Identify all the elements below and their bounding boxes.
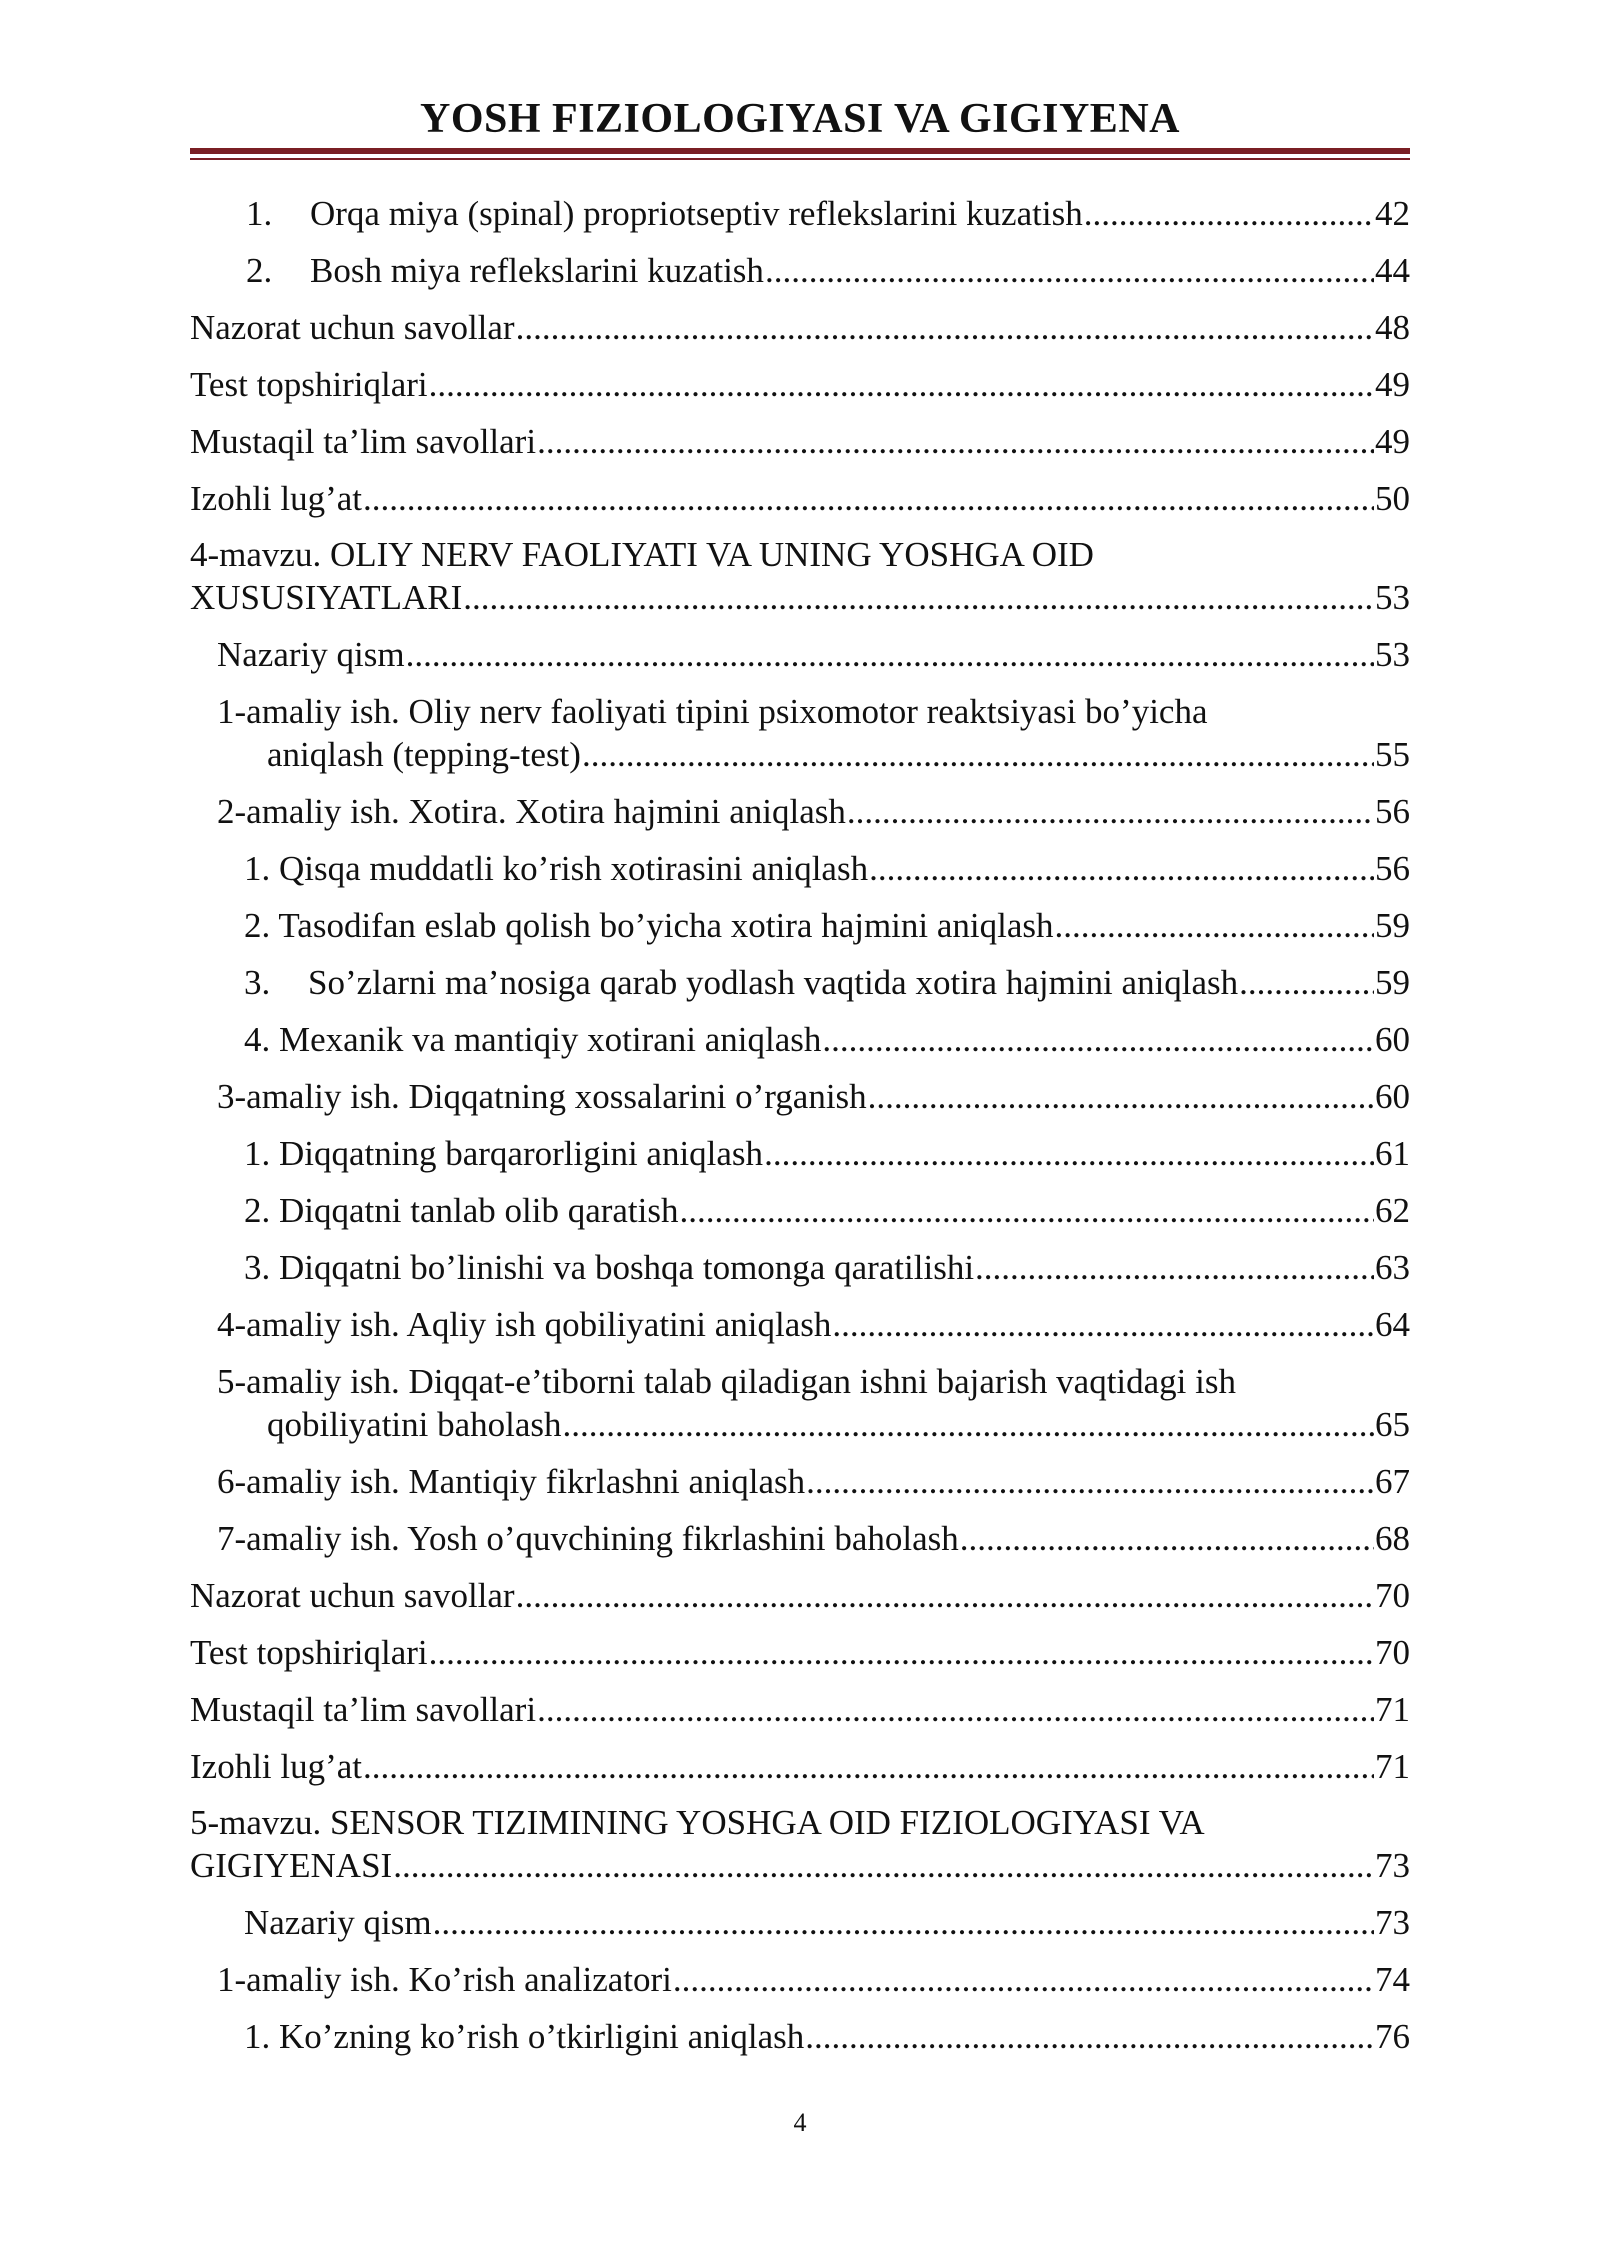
toc-dot-leader	[363, 477, 1374, 520]
toc-dot-leader	[822, 1018, 1374, 1061]
toc-entry-title: 6-amaliy ish. Mantiqiy fikrlashni aniqlash	[217, 1462, 806, 1501]
toc-page-number: 64	[1375, 1305, 1410, 1344]
toc-page-number: 53	[1375, 635, 1410, 674]
toc-page-number: 73	[1375, 1846, 1410, 1885]
toc-page-number: 71	[1375, 1747, 1410, 1786]
toc-entry-title: 1. Ko’zning ko’rish o’tkirligini aniqlash	[244, 2017, 805, 2056]
toc-dot-leader	[869, 847, 1374, 890]
toc-dot-leader	[537, 1688, 1374, 1731]
toc-entry-title-line1: 4-mavzu. OLIY NERV FAOLIYATI VA UNING YOSHGA OID	[190, 535, 1094, 574]
toc-entry	[190, 1745, 1410, 1788]
toc-page-number: 62	[1375, 1191, 1410, 1230]
toc-page-number: 63	[1375, 1248, 1410, 1287]
toc-page-number: 56	[1375, 792, 1410, 831]
toc-entry-multiline	[217, 690, 1410, 776]
toc-entry-title: Nazorat uchun savollar	[190, 1576, 515, 1615]
toc-entry-title-line2: XUSUSIYATLARI	[190, 578, 463, 617]
toc-dot-leader	[463, 576, 1374, 619]
toc-entry-multiline	[190, 533, 1410, 619]
toc-dot-leader	[764, 1132, 1374, 1175]
toc-page-number: 44	[1375, 251, 1410, 290]
toc-entry-title: 1-amaliy ish. Ko’rish analizatori	[217, 1960, 672, 1999]
toc-dot-leader	[516, 306, 1374, 349]
toc-dot-leader	[582, 733, 1374, 776]
toc-entry-title-line2: qobiliyatini baholash	[267, 1405, 562, 1444]
toc-entry	[190, 1688, 1410, 1731]
toc-entry	[217, 790, 1410, 833]
toc-entry-title: 2. Diqqatni tanlab olib qaratish	[244, 1191, 679, 1230]
toc-entry	[217, 1517, 1410, 1560]
toc-entry-title: Mustaqil ta’lim savollari	[190, 1690, 537, 1729]
toc-entry	[190, 306, 1410, 349]
toc-entry-title: 2-amaliy ish. Xotira. Xotira hajmini aniqlash	[217, 792, 846, 831]
toc-entry-title-line2: aniqlash (tepping-test)	[267, 735, 581, 774]
toc-entry	[244, 1132, 1410, 1175]
toc-page-number: 70	[1375, 1633, 1410, 1672]
toc-entry	[244, 1246, 1410, 1289]
toc-page-number: 70	[1375, 1576, 1410, 1615]
toc-dot-leader	[406, 633, 1374, 676]
toc-page-number: 71	[1375, 1690, 1410, 1729]
toc-entry-title: So’zlarni ma’nosiga qarab yodlash vaqtida xotira hajmini aniqlash	[308, 963, 1239, 1002]
toc-entry	[244, 1018, 1410, 1061]
toc-entry	[244, 847, 1410, 890]
toc-dot-leader	[806, 1460, 1374, 1503]
toc-entry-title-line1: 1-amaliy ish. Oliy nerv faoliyati tipini psixomotor reaktsiyasi bo’yicha	[217, 692, 1208, 731]
toc-entry-title: Mustaqil ta’lim savollari	[190, 422, 537, 461]
toc-dot-leader	[363, 1745, 1374, 1788]
toc-dot-leader	[429, 363, 1374, 406]
toc-dot-leader	[516, 1574, 1374, 1617]
toc-page-number: 48	[1375, 308, 1410, 347]
toc-entry	[244, 904, 1410, 947]
toc-entry	[244, 1901, 1410, 1944]
toc-entry-title: 4. Mexanik va mantiqiy xotirani aniqlash	[244, 1020, 822, 1059]
toc-page-number: 67	[1375, 1462, 1410, 1501]
toc-entry	[217, 633, 1410, 676]
toc-entry	[190, 477, 1410, 520]
toc-page-number: 74	[1375, 1960, 1410, 1999]
toc-entry-title: Orqa miya (spinal) propriotseptiv reflekslarini kuzatish	[310, 194, 1083, 233]
toc-dot-leader	[975, 1246, 1374, 1289]
page-number: 4	[793, 2108, 807, 2137]
toc-entry-number: 1.	[246, 194, 273, 233]
toc-entry-title: 3. Diqqatni bo’linishi va boshqa tomonga qaratilishi	[244, 1248, 975, 1287]
toc-entry	[217, 1075, 1410, 1118]
toc-dot-leader	[429, 1631, 1374, 1674]
toc-page-number: 76	[1375, 2017, 1410, 2056]
toc-dot-leader	[847, 790, 1374, 833]
toc-entry	[190, 363, 1410, 406]
toc-dot-leader	[805, 2015, 1374, 2058]
toc-page-number: 61	[1375, 1134, 1410, 1173]
toc-page-number: 49	[1375, 365, 1410, 404]
toc-entry	[246, 249, 1410, 292]
toc-entry-title: 7-amaliy ish. Yosh o’quvchining fikrlashini baholash	[217, 1519, 959, 1558]
toc-entry-title: Bosh miya reflekslarini kuzatish	[310, 251, 764, 290]
toc-page-number: 60	[1375, 1020, 1410, 1059]
toc-entry	[246, 192, 1410, 235]
toc-page-number: 42	[1375, 194, 1410, 233]
toc-entry	[217, 1460, 1410, 1503]
toc-entry-title: Test topshiriqlari	[190, 1633, 428, 1672]
toc-dot-leader	[832, 1303, 1374, 1346]
toc-page-number: 49	[1375, 422, 1410, 461]
toc-page-number: 59	[1375, 906, 1410, 945]
toc-dot-leader	[433, 1901, 1374, 1944]
toc-page-number: 55	[1375, 735, 1410, 774]
toc-page-number: 60	[1375, 1077, 1410, 1116]
toc-dot-leader	[537, 420, 1374, 463]
toc-entry-title: Nazorat uchun savollar	[190, 308, 515, 347]
toc-page-number: 50	[1375, 479, 1410, 518]
toc-entry-number: 2.	[246, 251, 273, 290]
toc-dot-leader	[868, 1075, 1374, 1118]
toc-entry-title-line1: 5-amaliy ish. Diqqat-e’tiborni talab qiladigan ishni bajarish vaqtidagi ish	[217, 1362, 1236, 1401]
toc-entry-title: 4-amaliy ish. Aqliy ish qobiliyatini aniqlash	[217, 1305, 832, 1344]
toc-dot-leader	[1239, 961, 1374, 1004]
toc-entry-title: Izohli lug’at	[190, 1747, 363, 1786]
toc-entry-title: 1. Qisqa muddatli ko’rish xotirasini aniqlash	[244, 849, 869, 888]
toc-dot-leader	[960, 1517, 1374, 1560]
toc-dot-leader	[1084, 192, 1374, 235]
toc-page-number: 68	[1375, 1519, 1410, 1558]
toc-entry-title-line1: 5-mavzu. SENSOR TIZIMINING YOSHGA OID FIZIOLOGIYASI VA	[190, 1803, 1205, 1842]
toc-entry-title: Nazariy qism	[244, 1903, 432, 1942]
toc-entry-title: 3-amaliy ish. Diqqatning xossalarini o’rganish	[217, 1077, 867, 1116]
toc-page-number: 73	[1375, 1903, 1410, 1942]
toc-entry-title: 1. Diqqatning barqarorligini aniqlash	[244, 1134, 764, 1173]
toc-page-number: 56	[1375, 849, 1410, 888]
toc-entry-multiline	[217, 1360, 1410, 1446]
toc-dot-leader	[563, 1403, 1374, 1446]
toc-entry-title: 2. Tasodifan eslab qolish bo’yicha xotira hajmini aniqlash	[244, 906, 1054, 945]
toc-entry	[217, 1958, 1410, 2001]
toc-entry	[244, 961, 1410, 1004]
toc-entry-title: Izohli lug’at	[190, 479, 363, 518]
toc-entry-title: Nazariy qism	[217, 635, 405, 674]
toc-entry	[190, 420, 1410, 463]
toc-dot-leader	[1055, 904, 1374, 947]
toc-entry	[244, 1189, 1410, 1232]
toc-entry-title: Test topshiriqlari	[190, 365, 428, 404]
toc-dot-leader	[680, 1189, 1375, 1232]
toc-dot-leader	[673, 1958, 1374, 2001]
toc-entry	[217, 1303, 1410, 1346]
toc-entry-title-line2: GIGIYENASI	[190, 1846, 393, 1885]
toc-entry	[190, 1574, 1410, 1617]
toc-entry	[244, 2015, 1410, 2058]
toc-dot-leader	[393, 1844, 1374, 1887]
toc-entry	[190, 1631, 1410, 1674]
toc-entry-number: 3.	[244, 963, 271, 1002]
toc-dot-leader	[765, 249, 1374, 292]
toc-page-number: 53	[1375, 578, 1410, 617]
running-header-title: YOSH FIZIOLOGIYASI VA GIGIYENA	[420, 96, 1180, 142]
toc-page-number: 59	[1375, 963, 1410, 1002]
toc-page-number: 65	[1375, 1405, 1410, 1444]
toc-entry-multiline	[190, 1801, 1410, 1887]
